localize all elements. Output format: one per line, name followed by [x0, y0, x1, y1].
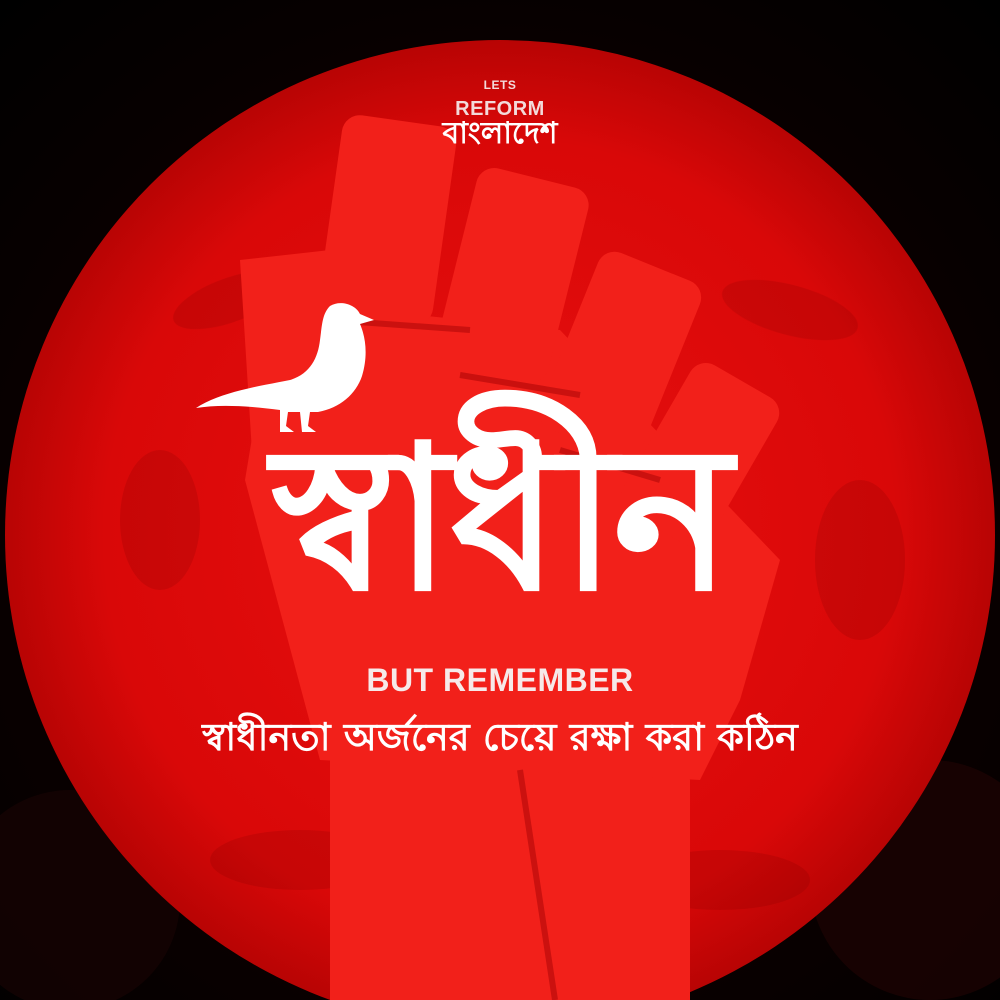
subtitle-english: BUT REMEMBER	[366, 662, 634, 698]
brand-lets: LETS	[483, 78, 517, 92]
brand-logo	[400, 78, 600, 149]
brand-country: বাংলাদেশ	[442, 116, 558, 151]
headline: স্বাধীন	[271, 403, 729, 636]
subtitle-bangla: স্বাধীনতা অর্জনের চেয়ে রক্ষা করা কঠিন	[202, 715, 798, 759]
brand-reform: REFORM	[455, 98, 545, 120]
